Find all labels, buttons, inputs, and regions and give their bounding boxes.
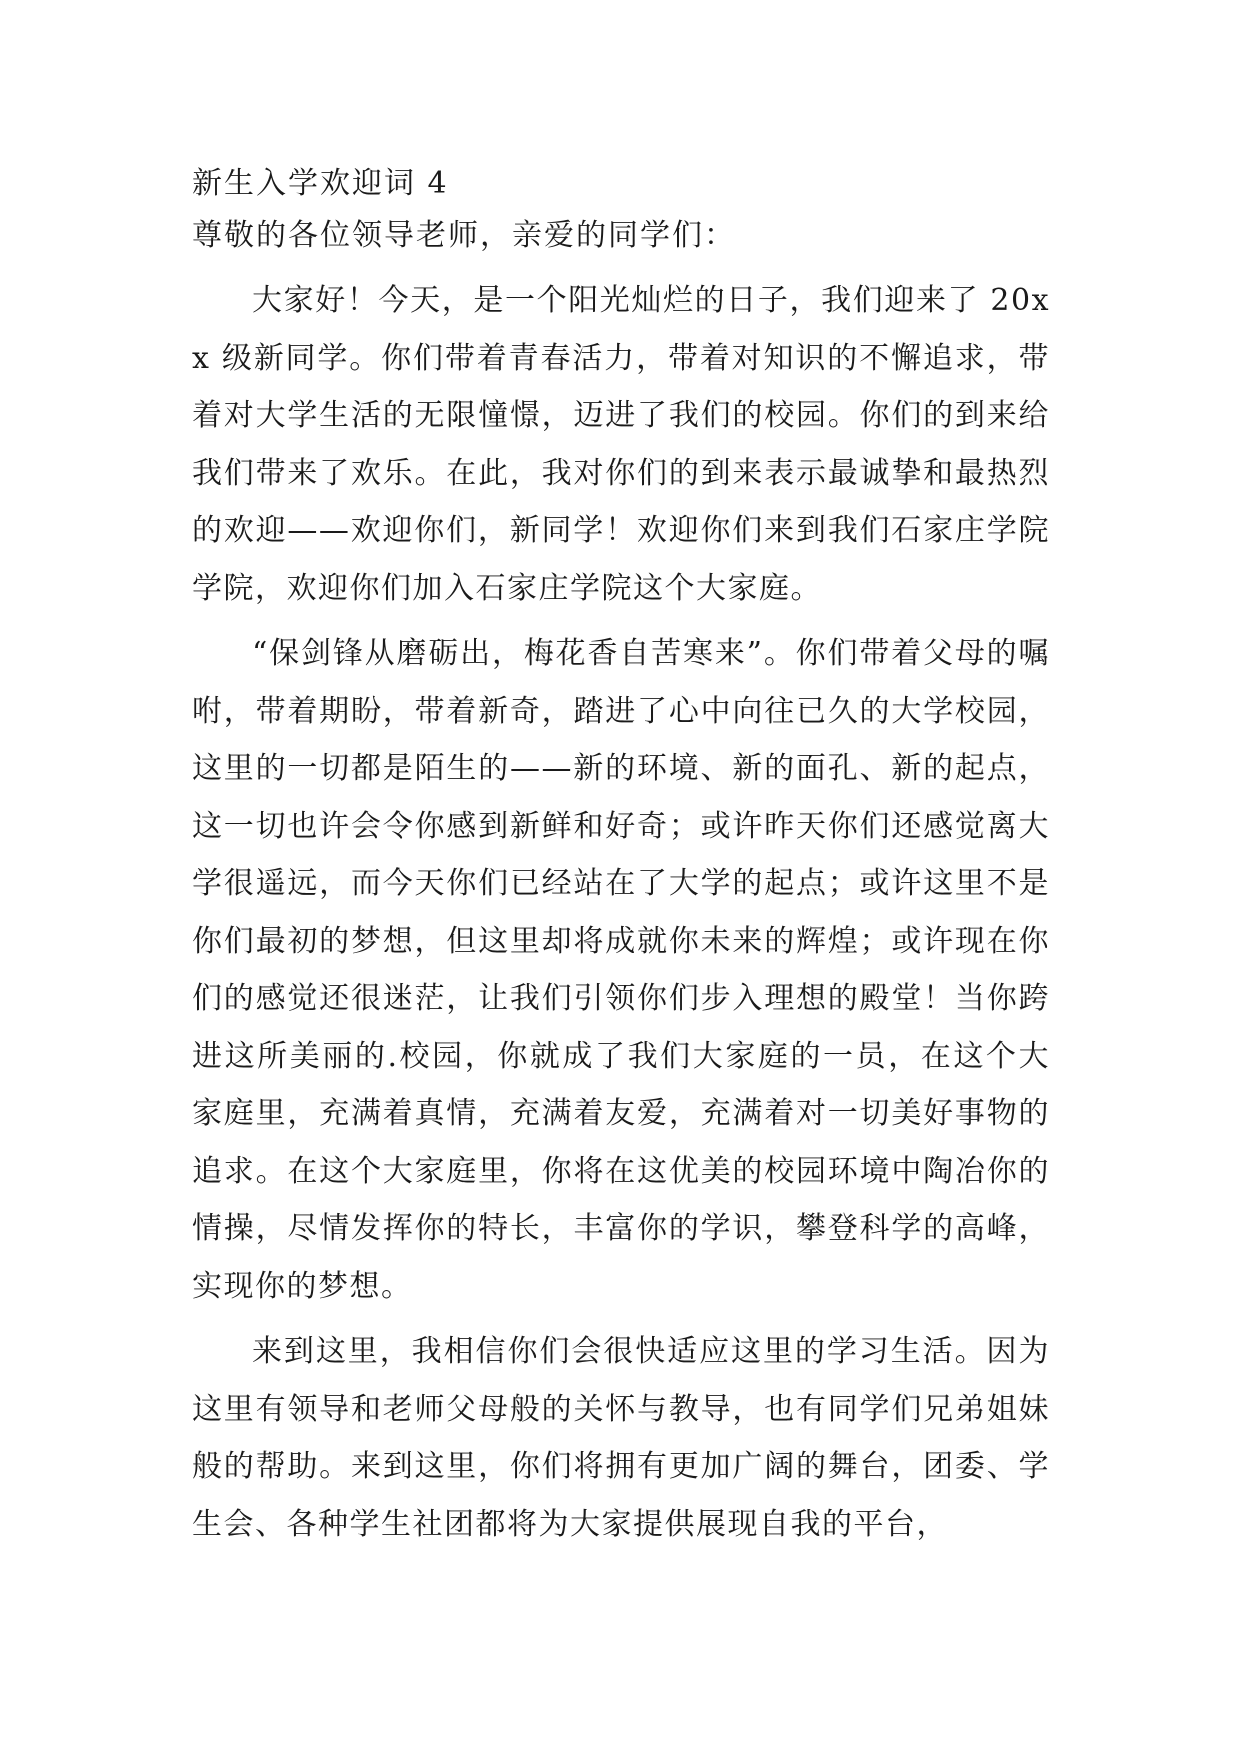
paragraph-welcome: 大家好！今天，是一个阳光灿烂的日子，我们迎来了 20xx 级新同学。你们带着青春活力，带着对知识的不懈追求，带着对大学生活的无限憧憬，迈进了我们的校园。你们的到来给我们带来了欢乐。在此，我对你们的到来表示最诚挚和最热烈的欢迎——欢迎你们，新同学！欢迎你们来到我们石家庄学院学院，欢迎你们加入石家庄学院这个大家庭。 bbox=[192, 283, 1050, 606]
document-body bbox=[192, 158, 1050, 1553]
document-title: 新生入学欢迎词 4 bbox=[192, 166, 449, 201]
salutation: 尊敬的各位领导老师，亲爱的同学们： bbox=[192, 218, 736, 253]
paragraph-campus: “保剑锋从磨砺出，梅花香自苦寒来”。你们带着父母的嘱咐，带着期盼，带着新奇，踏进了心中向往已久的大学校园，这里的一切都是陌生的——新的环境、新的面孔、新的起点，这一切也许会令你感到新鲜和好奇；或许昨天你们还感觉离大学很遥远，而今天你们已经站在了大学的起点；或许这里不是你们最初的梦想，但这里却将成就你未来的辉煌；或许现在你们的感觉还很迷茫，让我们引领你们步入理想的殿堂！当你跨进这所美丽的.校园，你就成了我们大家庭的一员，在这个大家庭里，充满着真情，充满着友爱，充满着对一切美好事物的追求。在这个大家庭里，你将在这优美的校园环境中陶冶你的情操，尽情发挥你的特长，丰富你的学识，攀登科学的高峰，实现你的梦想。 bbox=[192, 636, 1050, 1304]
paragraph-adapt: 来到这里，我相信你们会很快适应这里的学习生活。因为这里有领导和老师父母般的关怀与教导，也有同学们兄弟姐妹般的帮助。来到这里，你们将拥有更加广阔的舞台，团委、学生会、各种学生社团都将为大家提供展现自我的平台， bbox=[192, 1334, 1050, 1542]
